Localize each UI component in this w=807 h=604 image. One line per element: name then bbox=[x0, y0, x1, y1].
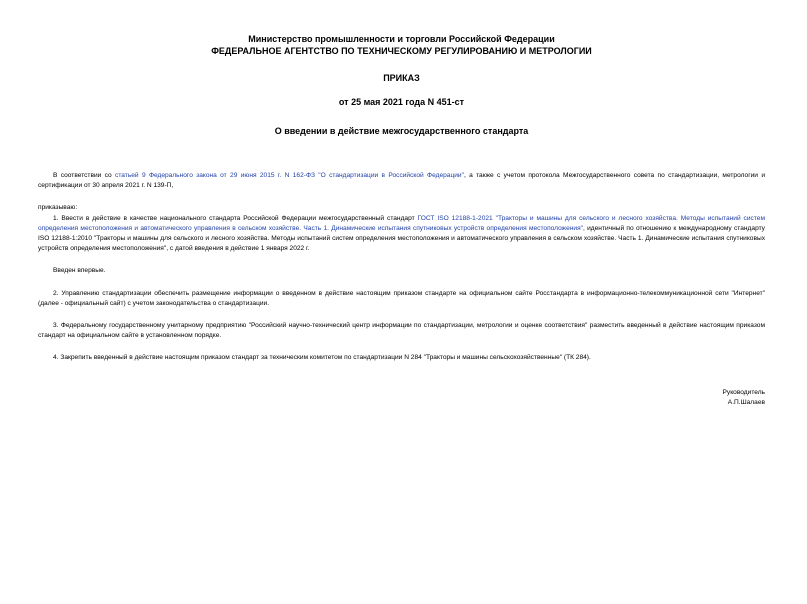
document-date-number: от 25 мая 2021 года N 451-ст bbox=[338, 97, 465, 107]
signer-name: А.П.Шалаев bbox=[727, 398, 765, 406]
item-1-prefix: 1. Ввести в действие в качестве национального стандарта Российской Федерации межгосударственный стандарт bbox=[53, 214, 418, 222]
document-body bbox=[38, 171, 765, 364]
item-3-paragraph: 3. Федеральному государственному унитарному предприятию "Российский научно-технический центр информации по стандартизации, метрологии и оценке соответствия" разместить введенный в действие настоящим приказом стандарт на официальном сайте в установленном порядке. bbox=[38, 322, 765, 340]
document-type: ПРИКАЗ bbox=[383, 73, 420, 83]
order-word: приказываю: bbox=[38, 204, 78, 212]
law-link[interactable]: статьей 9 Федерального закона от 29 июня 2015 г. N 162-ФЗ "О стандартизации в Российской Федерации" bbox=[115, 172, 464, 179]
signer-title: Руководитель bbox=[722, 388, 765, 396]
signature-block bbox=[38, 388, 765, 408]
intro-suffix: , а также с учетом протокола Межгосударственного совета по стандартизации, метрологии и сертификации от 30 апреля 2021 г. N 139-П, bbox=[38, 172, 765, 190]
item-1-suffix: , идентичный по отношению к международному стандарту ISO 12188-1:2010 "Тракторы и машины для сельского и лесного хозяйства. Методы испытаний систем определения местоположения и автоматического управления в сельском хозяйстве. Часть 1. Динамические испытания спутниковых устройств определения местоположения", с датой введения в действие 1 января 2022 г. bbox=[38, 224, 765, 253]
agency-name: ФЕДЕРАЛЬНОЕ АГЕНТСТВО ПО ТЕХНИЧЕСКОМУ РЕГУЛИРОВАНИЮ И МЕТРОЛОГИИ bbox=[211, 46, 592, 56]
intro-prefix: В соответствии со bbox=[53, 172, 116, 179]
item-1-paragraph bbox=[38, 214, 765, 255]
first-time-note: Введен впервые. bbox=[53, 267, 106, 275]
document-page bbox=[0, 33, 807, 604]
document-subject: О введении в действие межгосударственного стандарта bbox=[274, 126, 529, 136]
standard-link[interactable]: ГОСТ ISO 12188-1-2021 "Тракторы и машины для сельского и лесного хозяйства. Методы испытаний систем определения местоположения и автоматического управления в сельском хозяйстве. Часть 1. Динамические испытания спутниковых устройств определения местоположения" bbox=[38, 214, 765, 232]
item-4-paragraph: 4. Закрепить введенный в действие настоящим приказом стандарт за техническим комитетом по стандартизации N 284 "Тракторы и машины сельскохозяйственные" (ТК 284). bbox=[53, 354, 591, 362]
ministry-name: Министерство промышленности и торговли Российской Федерации bbox=[248, 34, 555, 44]
item-2-paragraph: 2. Управлению стандартизации обеспечить размещение информации о введенном в действие настоящим приказом стандарте на официальном сайте Росстандарта в информационно-телекоммуникационной сети "Интернет" (далее - официальный сайт) с учетом законодательства о стандартизации. bbox=[38, 289, 765, 307]
intro-paragraph bbox=[38, 171, 765, 191]
